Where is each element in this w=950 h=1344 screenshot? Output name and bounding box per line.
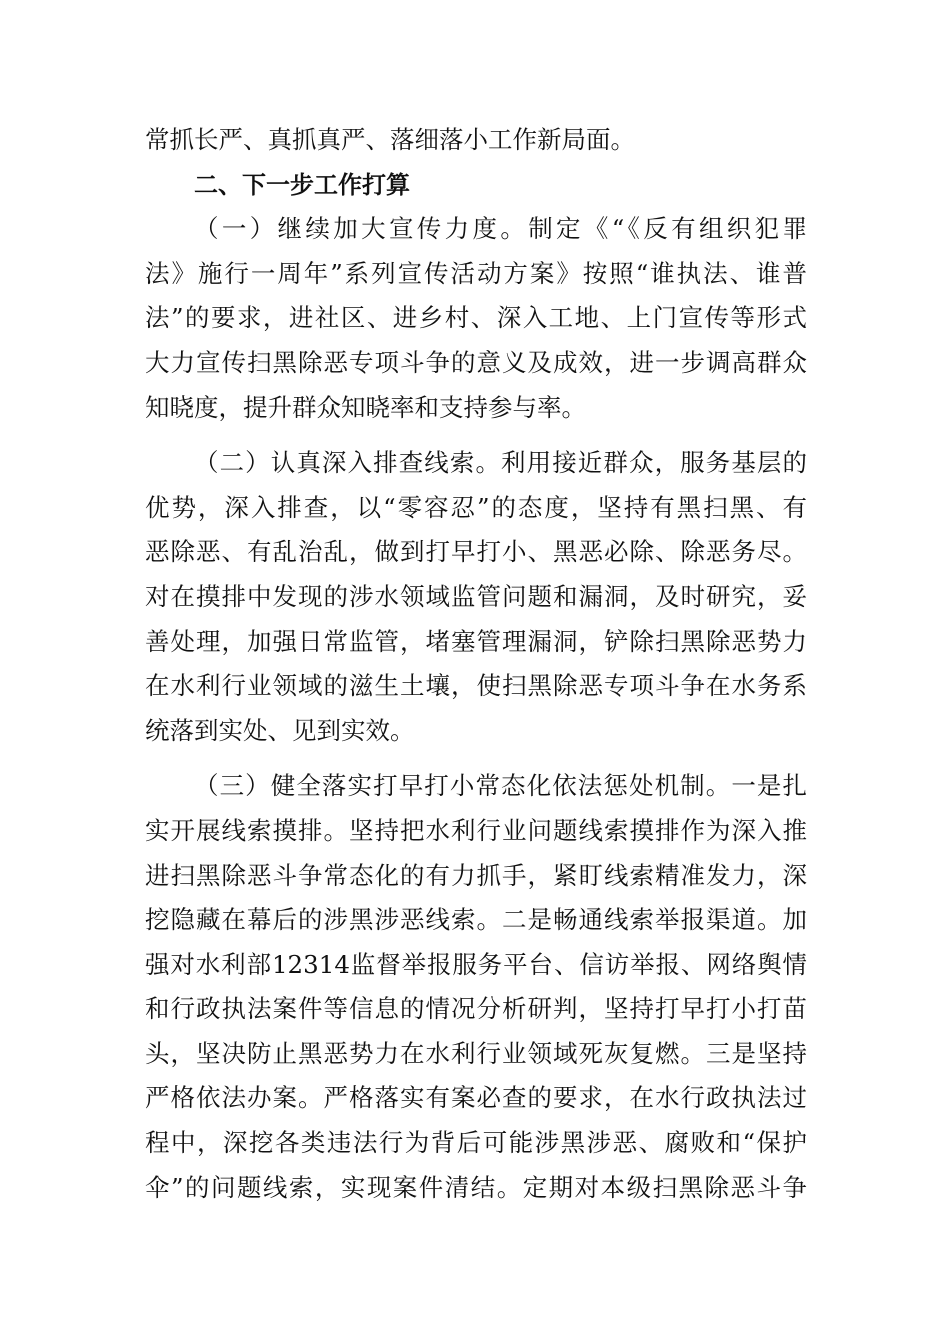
text-line: 挖隐藏在幕后的涉黑涉恶线索。二是畅通线索举报渠道。加 (145, 905, 807, 935)
paragraph-publicity (145, 207, 807, 430)
text-line: 优势，深入排查，以“零容忍”的态度，坚持有黑扫黑、有 (145, 492, 807, 522)
section-heading: 二、下一步工作打算 (194, 170, 410, 199)
text-line: 善处理，加强日常监管，堵塞管理漏洞，铲除扫黑除恶势力 (145, 626, 807, 656)
paragraph-mechanism (145, 764, 807, 1210)
text-line: 统落到实处、见到实效。 (145, 715, 415, 745)
text-line: 大力宣传扫黑除恶专项斗争的意义及成效，进一步调高群众 (145, 347, 807, 377)
paragraph-continuation (145, 118, 807, 163)
text-line: 知晓度，提升群众知晓率和支持参与率。 (145, 392, 586, 422)
text-line: 和行政执法案件等信息的情况分析研判，坚持打早打小打苗 (145, 994, 807, 1024)
text-line: 强对水利部12314监督举报服务平台、信访举报、网络舆情 (145, 949, 807, 979)
text-line: （三）健全落实打早打小常态化依法惩处机制。一是扎 (194, 771, 807, 801)
text-line: 程中，深挖各类违法行为背后可能涉黑涉恶、腐败和“保护 (145, 1128, 807, 1158)
text-line: 法》施行一周年”系列宣传活动方案》按照“谁执法、谁普 (145, 258, 807, 288)
text-line: 常抓长严、真抓真严、落细落小工作新局面。 (145, 125, 635, 154)
text-line: 伞”的问题线索，实现案件清结。定期对本级扫黑除恶斗争 (145, 1172, 807, 1202)
document-page (145, 118, 807, 1210)
text-line: 进扫黑除恶斗争常态化的有力抓手，紧盯线索精准发力，深 (145, 860, 807, 890)
text-line: 在水利行业领域的滋生土壤，使扫黑除恶专项斗争在水务系 (145, 671, 807, 701)
paragraph-investigation (145, 441, 807, 753)
text-line: 对在摸排中发现的涉水领域监管问题和漏洞，及时研究，妥 (145, 581, 807, 611)
text-line: 头，坚决防止黑恶势力在水利行业领域死灰复燃。三是坚持 (145, 1038, 807, 1068)
text-line: （二）认真深入排查线索。利用接近群众，服务基层的 (194, 448, 807, 478)
text-line: 严格依法办案。严格落实有案必查的要求，在水行政执法过 (145, 1083, 807, 1113)
text-line: （一）继续加大宣传力度。制定《“《反有组织犯罪 (194, 214, 807, 244)
text-line: 实开展线索摸排。坚持把水利行业问题线索摸排作为深入推 (145, 815, 807, 845)
text-line: 法”的要求，进社区、进乡村、深入工地、上门宣传等形式 (145, 303, 807, 333)
text-line: 恶除恶、有乱治乱，做到打早打小、黑恶必除、除恶务尽。 (145, 537, 807, 567)
